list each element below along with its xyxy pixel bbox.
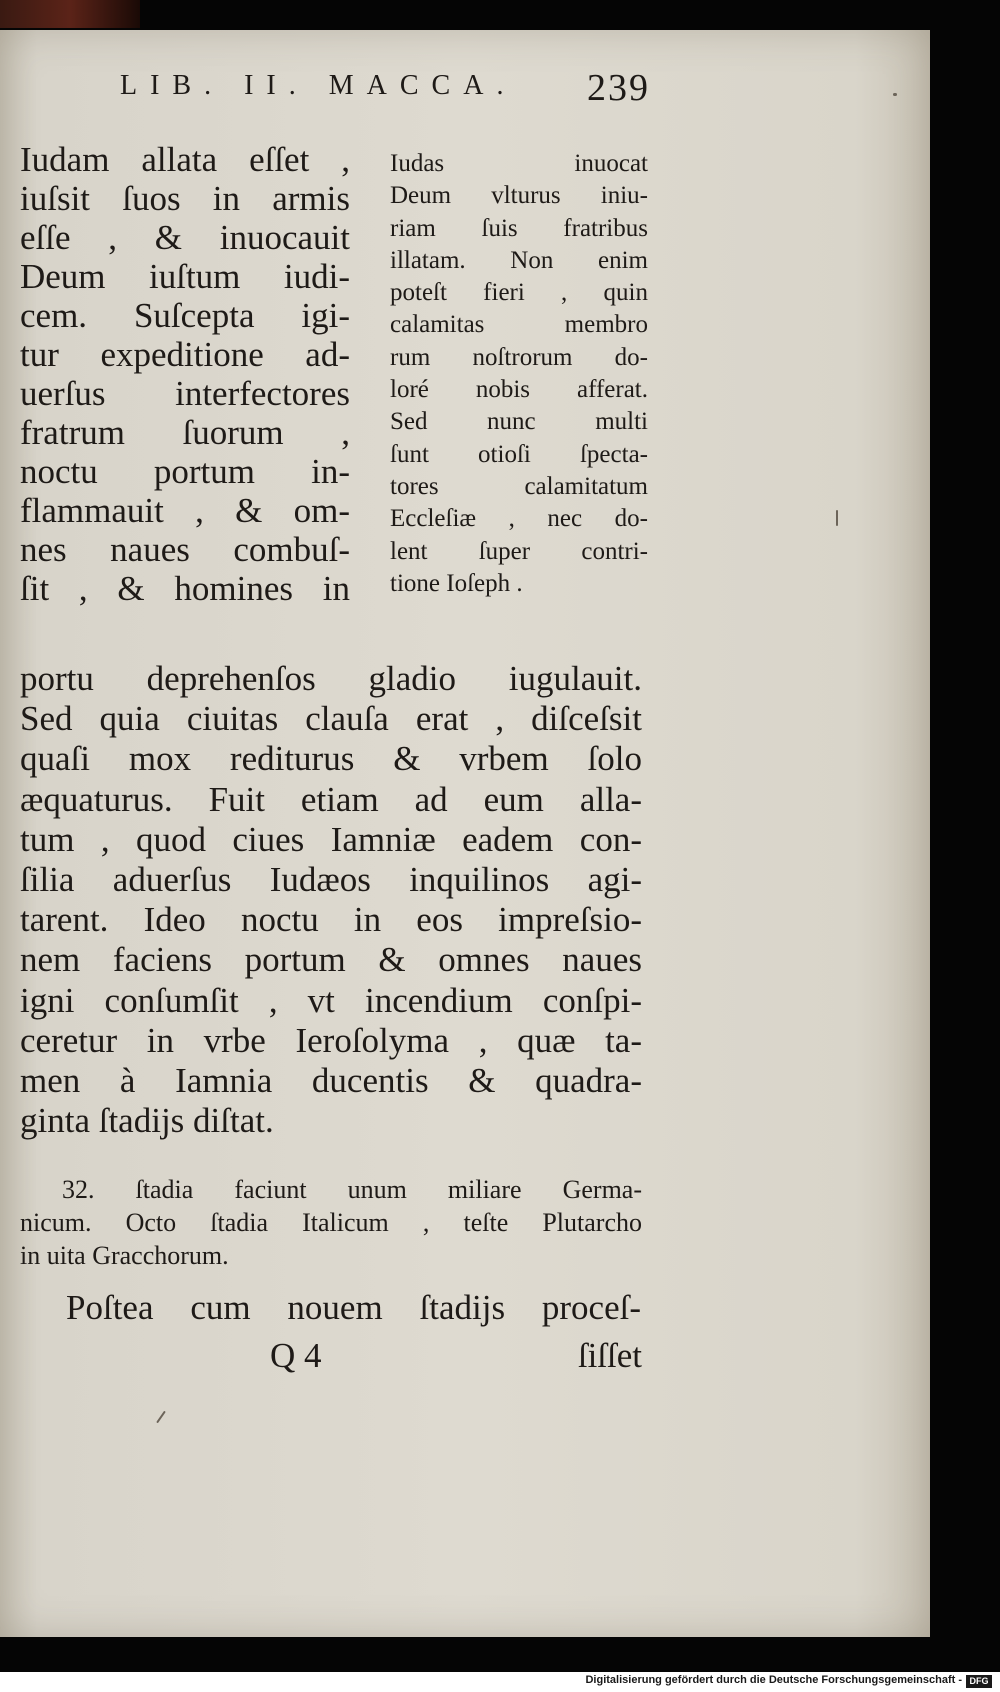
body-line: æquaturus. Fuit etiam ad eum alla-	[20, 779, 642, 819]
marginal-note-line: loré nobis afferat.	[390, 376, 648, 404]
digitization-footer	[0, 1672, 1000, 1692]
marginal-note-line: tione Ioſeph .	[390, 569, 523, 597]
left-column-line: fratrum ſuorum ,	[20, 413, 350, 452]
paper-speck	[893, 93, 897, 96]
binding-strip	[0, 0, 140, 28]
running-head	[120, 67, 650, 109]
body-line: nem faciens portum & omnes naues	[20, 940, 642, 980]
body-line: ceretur in vrbe Ieroſolyma , quæ ta-	[20, 1020, 642, 1060]
marginal-note-line: tores calamitatum	[390, 472, 648, 500]
left-column-line: tur expeditione ad-	[20, 335, 350, 374]
marginal-note-line: ſunt otioſi ſpecta-	[390, 440, 648, 468]
body-line: tarent. Ideo noctu in eos impreſsio-	[20, 900, 642, 940]
marginal-note-line: Sed nunc multi	[390, 408, 648, 436]
body-line: portu deprehenſos gladio iugulauit.	[20, 659, 642, 698]
footnote-line: 32. ſtadia faciunt unum miliare Germa-	[62, 1175, 642, 1204]
body-line: men à Iamnia ducentis & quadra-	[20, 1061, 642, 1101]
marginal-note-line: rum noſtrorum do-	[390, 343, 648, 371]
left-column-line: noctu portum in-	[20, 452, 350, 491]
left-column-line: Deum iuſtum iudi-	[20, 257, 350, 296]
page-number: 239	[587, 67, 650, 109]
catchword: ſiſſet	[577, 1336, 642, 1375]
marginal-note-line: poteſt fieri , quin	[390, 279, 648, 307]
main-text-full-width	[20, 659, 642, 1141]
paper-speck	[836, 510, 838, 526]
body-line: tum , quod ciues Iamniæ eadem con-	[20, 819, 642, 859]
book-page	[0, 30, 930, 1637]
body-line: igni conſumſit , vt incendium conſpi-	[20, 980, 642, 1020]
left-column-line: iuſsit ſuos in armis	[20, 179, 350, 218]
marginal-note-line: calamitas membro	[390, 311, 648, 339]
footnote	[20, 1173, 642, 1272]
dfg-logo: DFG	[966, 1675, 992, 1688]
footer-credit: Digitalisierung gefördert durch die Deutsche Forschungsgemeinschaft -	[585, 1674, 962, 1686]
running-head-title: LIB. II. MACCA.	[120, 70, 517, 101]
footnote-line: in uita Gracchorum.	[20, 1241, 229, 1270]
body-line: ginta ſtadijs diſtat.	[20, 1101, 274, 1141]
left-column-line: uerſus interfectores	[20, 374, 350, 413]
main-text-left-column	[20, 140, 350, 608]
marginal-note	[390, 148, 648, 600]
left-column-line: eſſe , & inuocauit	[20, 218, 350, 257]
marginal-note-line: lent ſuper contri-	[390, 537, 648, 565]
marginal-note-line: Deum vlturus iniu-	[390, 182, 648, 210]
signature-mark: Q 4	[270, 1336, 322, 1375]
left-column-line: flammauit , & om-	[20, 491, 350, 530]
left-column-line: ſit , & homines in	[20, 569, 350, 608]
footnote-line: nicum. Octo ſtadia Italicum , teſte Plutarcho	[20, 1208, 642, 1237]
marginal-note-line: riam ſuis fratribus	[390, 214, 648, 242]
left-column-line: Iudam allata eſſet ,	[20, 140, 350, 179]
marginal-note-line: illatam. Non enim	[390, 246, 648, 274]
marginal-note-line: Eccleſiæ , nec do-	[390, 505, 648, 533]
marginal-note-line: Iudas inuocat	[390, 150, 648, 177]
paper-speck	[156, 1411, 166, 1424]
left-column-line: cem. Suſcepta igi-	[20, 296, 350, 335]
final-text-line: Poſtea cum nouem ſtadijs proceſ-	[66, 1288, 641, 1327]
body-line: quaſi mox rediturus & vrbem ſolo	[20, 739, 642, 779]
body-line: ſilia aduerſus Iudæos inquilinos agi-	[20, 860, 642, 900]
left-column-line: nes naues combuſ-	[20, 530, 350, 569]
body-line: Sed quia ciuitas clauſa erat , diſceſsit	[20, 699, 642, 739]
